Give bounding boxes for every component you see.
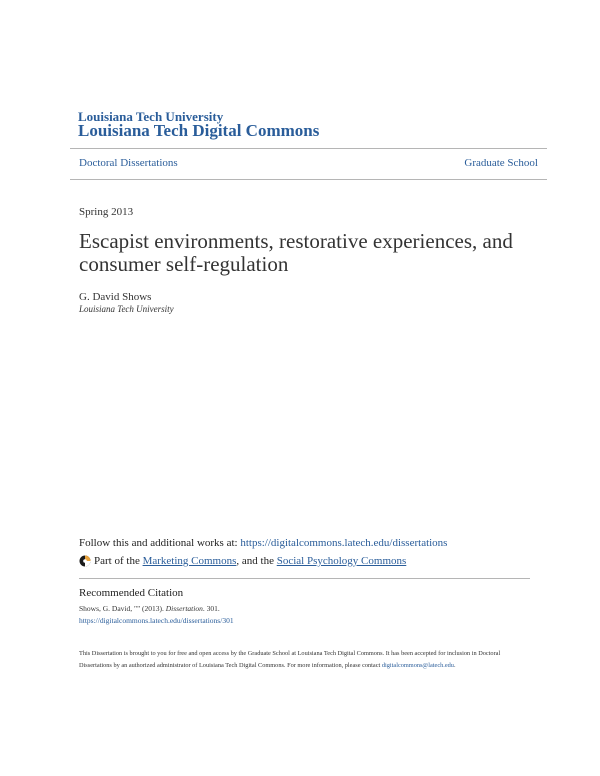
publication-date: Spring 2013 (79, 206, 134, 218)
part-of-label: Part of the (94, 555, 143, 567)
citation-url-link[interactable]: https://digitalcommons.latech.edu/dissertations/301 (79, 616, 234, 625)
marketing-commons-link[interactable]: Marketing Commons (142, 555, 237, 567)
network-logo-icon (79, 555, 91, 567)
and-the-text: , and the (236, 555, 277, 567)
author-affiliation: Louisiana Tech University (79, 304, 174, 314)
repository-name: Louisiana Tech Digital Commons (78, 121, 320, 140)
citation-divider (79, 578, 530, 579)
notice-text: This Dissertation is brought to you for free and open access by the Graduate School at Louisiana Tech Digital Commons. It has been accepted for inclusion in Doctoral Dissertations by an authorized administrator of Louisiana Tech Digital Commons. For more information, please contact (79, 650, 501, 669)
social-psychology-commons-link[interactable]: Social Psychology Commons (276, 555, 407, 567)
document-title: Escapist environments, restorative experiences, and consumer self-regulation (79, 229, 513, 276)
breadcrumb-divider (70, 179, 547, 180)
access-notice (79, 648, 519, 672)
dissertations-url-link[interactable]: https://digitalcommons.latech.edu/dissertations (240, 537, 448, 549)
contact-email-link[interactable]: digitalcommons@latech.edu (381, 662, 454, 669)
follow-label: Follow this and additional works at: (79, 537, 241, 549)
citation-suffix: . 301. (202, 604, 220, 613)
citation-prefix: Shows, G. David, "" (2013). (79, 604, 166, 613)
recommended-citation-heading: Recommended Citation (79, 587, 184, 599)
breadcrumb-doctoral-dissertations[interactable]: Doctoral Dissertations (79, 157, 178, 169)
header-divider (70, 148, 547, 149)
follow-line (79, 537, 447, 549)
notice-end: . (453, 662, 456, 669)
citation-text (79, 604, 220, 613)
citation-type: Dissertation (165, 604, 203, 613)
university-name: Louisiana Tech University (78, 109, 224, 124)
part-of-line (79, 555, 406, 567)
author-name: G. David Shows (79, 291, 152, 303)
breadcrumb-graduate-school[interactable]: Graduate School (464, 157, 538, 169)
